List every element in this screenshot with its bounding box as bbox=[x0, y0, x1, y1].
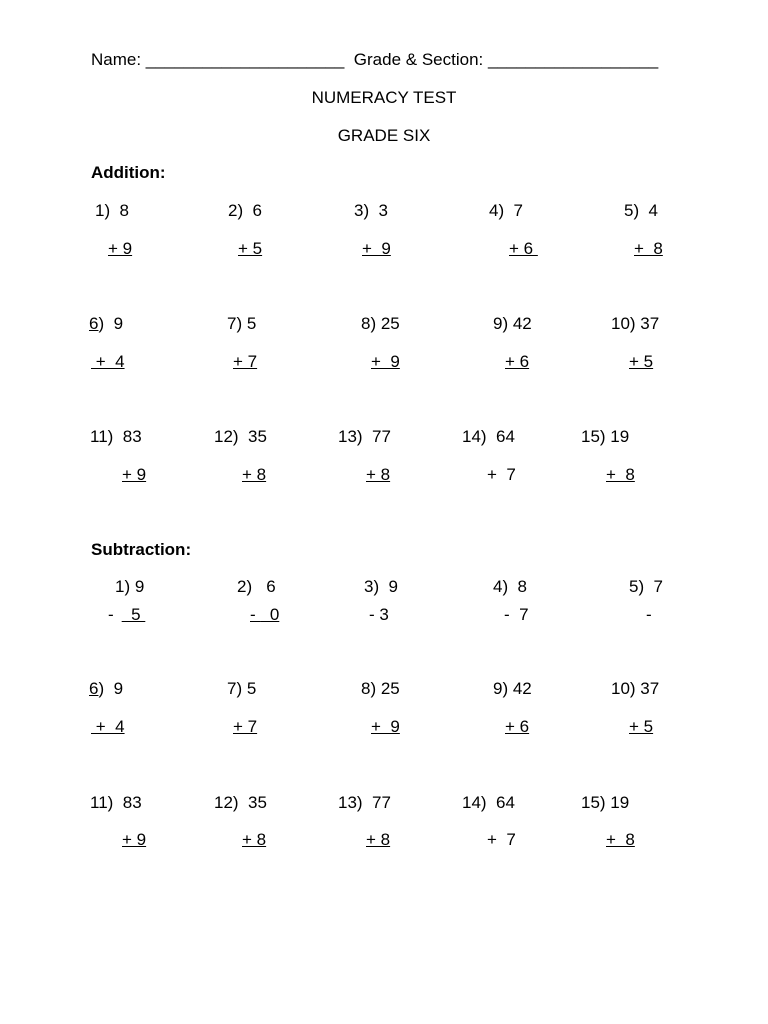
subtraction-problem-7-bottom: + 7 bbox=[233, 717, 258, 736]
subtraction-problem-3-bottom: - 3 bbox=[369, 605, 389, 624]
addition-problem-11-top: 11) 83 bbox=[90, 427, 142, 446]
subtraction-problem-15-bottom: + 8 bbox=[606, 830, 635, 849]
addition-problem-8-bottom: + 9 bbox=[371, 352, 400, 371]
subtraction-problem-1-digit: 5 bbox=[121, 605, 146, 624]
addition-problem-6-value: ) 9 bbox=[98, 314, 124, 333]
subtraction-problem-4-top: 4) 8 bbox=[493, 577, 528, 596]
subtraction-problem-15-top: 15) 19 bbox=[581, 793, 630, 812]
subtraction-problem-10-top: 10) 37 bbox=[611, 679, 660, 698]
subtraction-heading: Subtraction: bbox=[91, 540, 192, 559]
addition-problem-14-top: 14) 64 bbox=[462, 427, 515, 446]
addition-problem-5-top: 5) 4 bbox=[624, 201, 659, 220]
subtraction-problem-6-bottom: + 4 bbox=[91, 717, 125, 736]
addition-problem-15-top: 15) 19 bbox=[581, 427, 630, 446]
addition-heading: Addition: bbox=[91, 163, 166, 182]
subtraction-problem-11-top: 11) 83 bbox=[90, 793, 142, 812]
subtraction-problem-13-bottom: + 8 bbox=[366, 830, 391, 849]
addition-problem-2-top: 2) 6 bbox=[228, 201, 263, 220]
subtraction-problem-2-top: 2) 6 bbox=[237, 577, 276, 596]
addition-problem-3-bottom: + 9 bbox=[362, 239, 391, 258]
addition-problem-9-top: 9) 42 bbox=[493, 314, 532, 333]
addition-problem-14-bottom: + 7 bbox=[487, 465, 516, 484]
subtraction-problem-2-digit: 0 bbox=[260, 605, 280, 624]
name-grade-line: Name: _____________________ Grade & Section: __________________ bbox=[91, 50, 659, 69]
addition-problem-13-bottom: + 8 bbox=[366, 465, 391, 484]
addition-problem-4-bottom: + 6 bbox=[509, 239, 538, 258]
subtraction-problem-5-bottom: - bbox=[646, 605, 652, 624]
addition-problem-1-top: 1) 8 bbox=[95, 201, 130, 220]
subtraction-problem-12-top: 12) 35 bbox=[214, 793, 267, 812]
subtraction-problem-9-bottom: + 6 bbox=[505, 717, 530, 736]
addition-problem-15-bottom: + 8 bbox=[606, 465, 635, 484]
addition-problem-7-bottom: + 7 bbox=[233, 352, 258, 371]
subtraction-problem-4-bottom: - 7 bbox=[504, 605, 529, 624]
subtraction-problem-14-bottom: + 7 bbox=[487, 830, 516, 849]
subtraction-problem-3-top: 3) 9 bbox=[364, 577, 399, 596]
page-subtitle: GRADE SIX bbox=[337, 126, 431, 145]
subtraction-problem-1-minus: - bbox=[108, 605, 114, 624]
addition-problem-8-top: 8) 25 bbox=[361, 314, 400, 333]
addition-problem-13-top: 13) 77 bbox=[338, 427, 391, 446]
addition-problem-10-bottom: + 5 bbox=[629, 352, 654, 371]
subtraction-problem-9-top: 9) 42 bbox=[493, 679, 532, 698]
addition-problem-12-bottom: + 8 bbox=[242, 465, 267, 484]
subtraction-problem-14-top: 14) 64 bbox=[462, 793, 515, 812]
subtraction-problem-10-bottom: + 5 bbox=[629, 717, 654, 736]
subtraction-problem-1-bottom bbox=[108, 605, 145, 625]
addition-problem-7-top: 7) 5 bbox=[227, 314, 257, 333]
subtraction-problem-12-bottom: + 8 bbox=[242, 830, 267, 849]
subtraction-problem-7-top: 7) 5 bbox=[227, 679, 257, 698]
addition-problem-6-top bbox=[89, 314, 123, 334]
addition-problem-6-number: 6 bbox=[89, 314, 99, 333]
addition-problem-3-top: 3) 3 bbox=[354, 201, 389, 220]
subtraction-problem-1-top: 1) 9 bbox=[115, 577, 145, 596]
subtraction-problem-13-top: 13) 77 bbox=[338, 793, 391, 812]
subtraction-problem-5-top: 5) 7 bbox=[629, 577, 664, 596]
addition-problem-4-top: 4) 7 bbox=[489, 201, 524, 220]
addition-problem-2-bottom: + 5 bbox=[238, 239, 263, 258]
addition-problem-11-bottom: + 9 bbox=[122, 465, 147, 484]
addition-problem-1-bottom: + 9 bbox=[108, 239, 133, 258]
subtraction-problem-6-top bbox=[89, 679, 123, 699]
subtraction-problem-6-value: ) 9 bbox=[98, 679, 124, 698]
addition-problem-10-top: 10) 37 bbox=[611, 314, 660, 333]
subtraction-problem-2-minus: - bbox=[250, 605, 261, 624]
addition-problem-12-top: 12) 35 bbox=[214, 427, 267, 446]
addition-problem-5-bottom: + 8 bbox=[634, 239, 663, 258]
page-title: NUMERACY TEST bbox=[311, 88, 457, 107]
subtraction-problem-8-top: 8) 25 bbox=[361, 679, 400, 698]
subtraction-problem-6-number: 6 bbox=[89, 679, 99, 698]
subtraction-problem-2-bottom bbox=[250, 605, 279, 625]
addition-problem-6-bottom: + 4 bbox=[91, 352, 125, 371]
subtraction-problem-11-bottom: + 9 bbox=[122, 830, 147, 849]
addition-problem-9-bottom: + 6 bbox=[505, 352, 530, 371]
subtraction-problem-8-bottom: + 9 bbox=[371, 717, 400, 736]
